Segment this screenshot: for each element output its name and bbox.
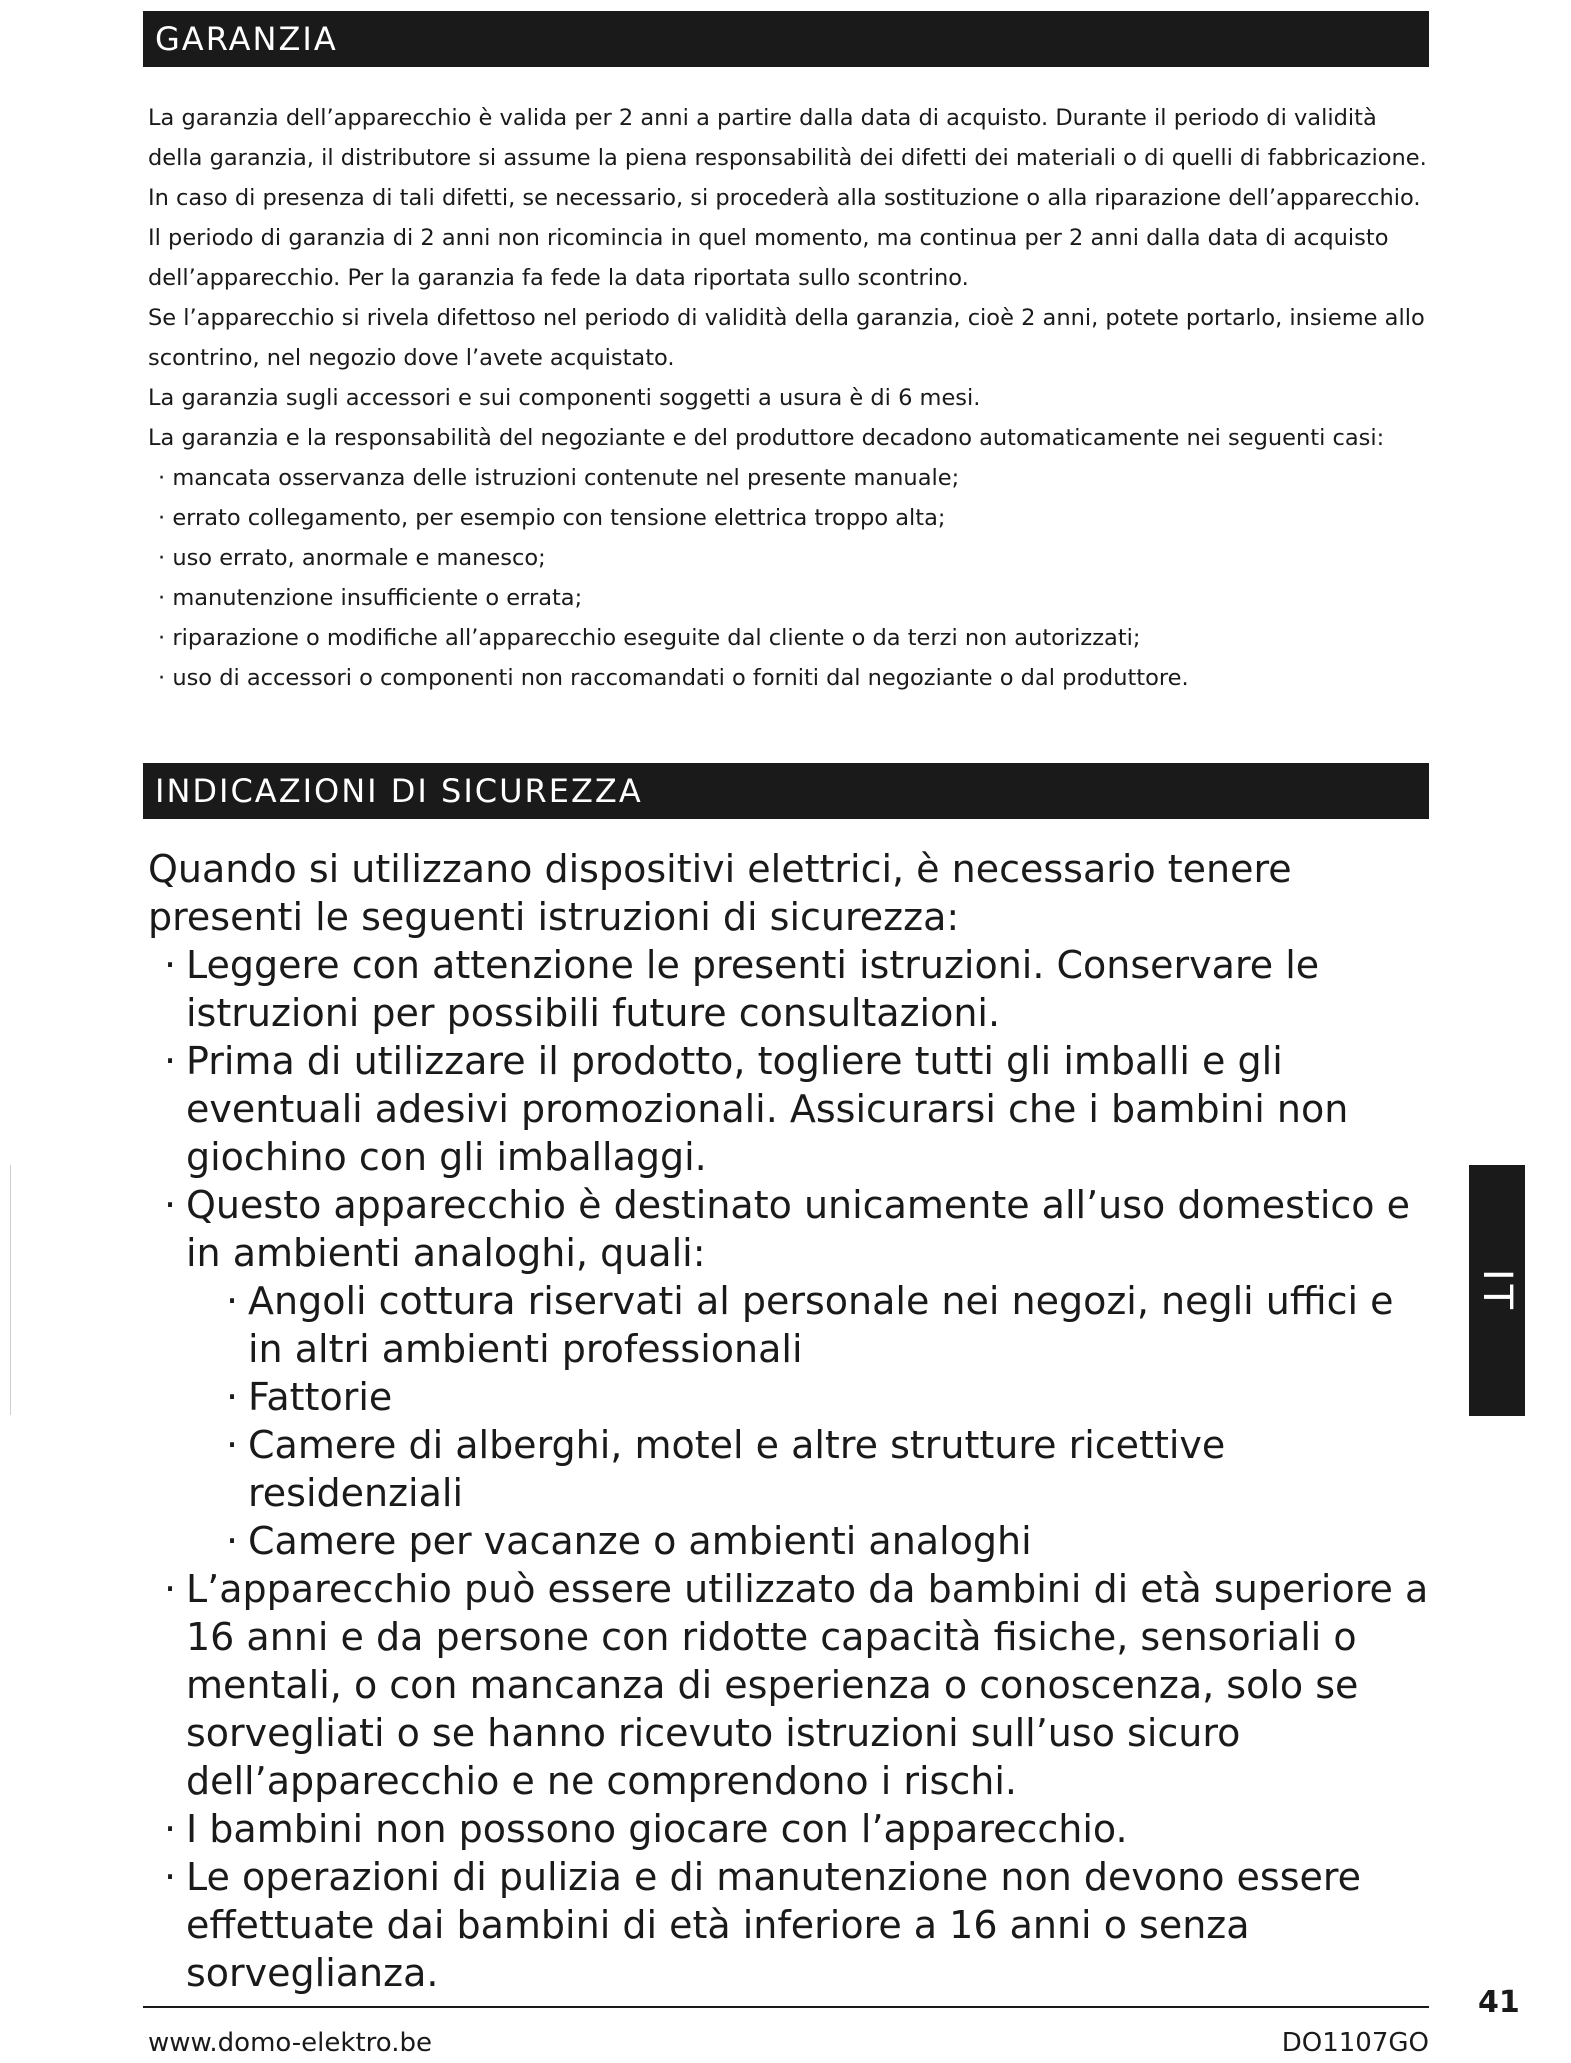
safety-sublist	[186, 1277, 1438, 1565]
warranty-section	[148, 98, 1438, 698]
list-item: · riparazione o modifiche all’apparecchio eseguite dal cliente o da terzi non autorizzati;	[158, 618, 1438, 658]
section-header-garanzia: GARANZIA	[143, 11, 1429, 67]
list-item: · uso errato, anormale e manesco;	[158, 538, 1438, 578]
safety-intro: Quando si utilizzano dispositivi elettrici, è necessario tenere presenti le seguenti istruzioni di sicurezza:	[148, 847, 1292, 939]
list-item	[148, 1037, 1438, 1181]
warranty-exclusions-list	[148, 458, 1438, 698]
list-item-text: I bambini non possono giocare con l’apparecchio.	[186, 1807, 1128, 1851]
list-item-text: Leggere con attenzione le presenti istruzioni. Conservare le istruzioni per possibili future consultazioni.	[186, 943, 1320, 1035]
footer-url: www.domo-elektro.be	[148, 2028, 432, 2058]
list-item-text: Prima di utilizzare il prodotto, togliere tutti gli imballi e gli eventuali adesivi promozionali. Assicurarsi che i bambini non giochino con gli imballaggi.	[186, 1039, 1349, 1179]
list-item	[148, 1853, 1438, 1997]
safety-section	[148, 845, 1438, 1997]
sublist-item: · Fattorie	[210, 1373, 1438, 1421]
sublist-item: · Camere per vacanze o ambienti analoghi	[210, 1517, 1438, 1565]
list-item-text: Le operazioni di pulizia e di manutenzione non devono essere effettuate dai bambini di età inferiore a 16 anni o senza sorveglianza.	[186, 1855, 1362, 1995]
list-item-text: Questo apparecchio è destinato unicamente all’uso domestico e in ambienti analoghi, quali:	[186, 1183, 1410, 1275]
list-item	[148, 1565, 1438, 1805]
language-tab	[1469, 1165, 1525, 1416]
warranty-paragraph: La garanzia dell’apparecchio è valida per 2 anni a partire dalla data di acquisto. Durante il periodo di validità della garanzia, il distributore si assume la piena responsabilità dei difetti dei materiali o di quelli di fabbricazione. In caso di presenza di tali difetti, se necessario, si procederà alla sostituzione o alla riparazione dell’apparecchio. Il periodo di garanzia di 2 anni non ricomincia in quel momento, ma continua per 2 anni dalla data di acquisto dell’apparecchio. Per la garanzia fa fede la data riportata sullo scontrino.	[148, 105, 1427, 291]
list-item	[148, 941, 1438, 1037]
list-item: · errato collegamento, per esempio con tensione elettrica troppo alta;	[158, 498, 1438, 538]
warranty-paragraph: La garanzia sugli accessori e sui componenti soggetti a usura è di 6 mesi.	[148, 385, 981, 411]
warranty-paragraph: La garanzia e la responsabilità del negoziante e del produttore decadono automaticamente nei seguenti casi:	[148, 425, 1385, 451]
warranty-paragraph: Se l’apparecchio si rivela difettoso nel periodo di validità della garanzia, cioè 2 anni, potete portarlo, insieme allo scontrino, nel negozio dove l’avete acquistato.	[148, 305, 1425, 371]
list-item: · uso di accessori o componenti non raccomandati o forniti dal negoziante o dal produttore.	[158, 658, 1438, 698]
list-item: · manutenzione insufficiente o errata;	[158, 578, 1438, 618]
footer-model-code: DO1107GO	[1281, 2028, 1429, 2058]
sublist-item: · Camere di alberghi, motel e altre strutture ricettive residenziali	[210, 1421, 1438, 1517]
page-number: 41	[1478, 1985, 1520, 2020]
list-item	[148, 1805, 1438, 1853]
list-item: · mancata osservanza delle istruzioni contenute nel presente manuale;	[158, 458, 1438, 498]
language-tab-label: IT	[1474, 1268, 1520, 1313]
list-item-text: L’apparecchio può essere utilizzato da bambini di età superiore a 16 anni e da persone con ridotte capacità fisiche, sensoriali o mentali, o con mancanza di esperienza o conoscenza, solo se sorvegliati o se hanno ricevuto istruzioni sull’uso sicuro dell’apparecchio e ne comprendono i rischi.	[186, 1567, 1429, 1803]
section-header-sicurezza: INDICAZIONI DI SICUREZZA	[143, 763, 1429, 819]
margin-rule	[10, 1165, 11, 1415]
safety-list	[148, 941, 1438, 1997]
list-item	[148, 1181, 1438, 1565]
footer-divider	[143, 2006, 1429, 2008]
sublist-item: · Angoli cottura riservati al personale nei negozi, negli uffici e in altri ambienti professionali	[210, 1277, 1438, 1373]
